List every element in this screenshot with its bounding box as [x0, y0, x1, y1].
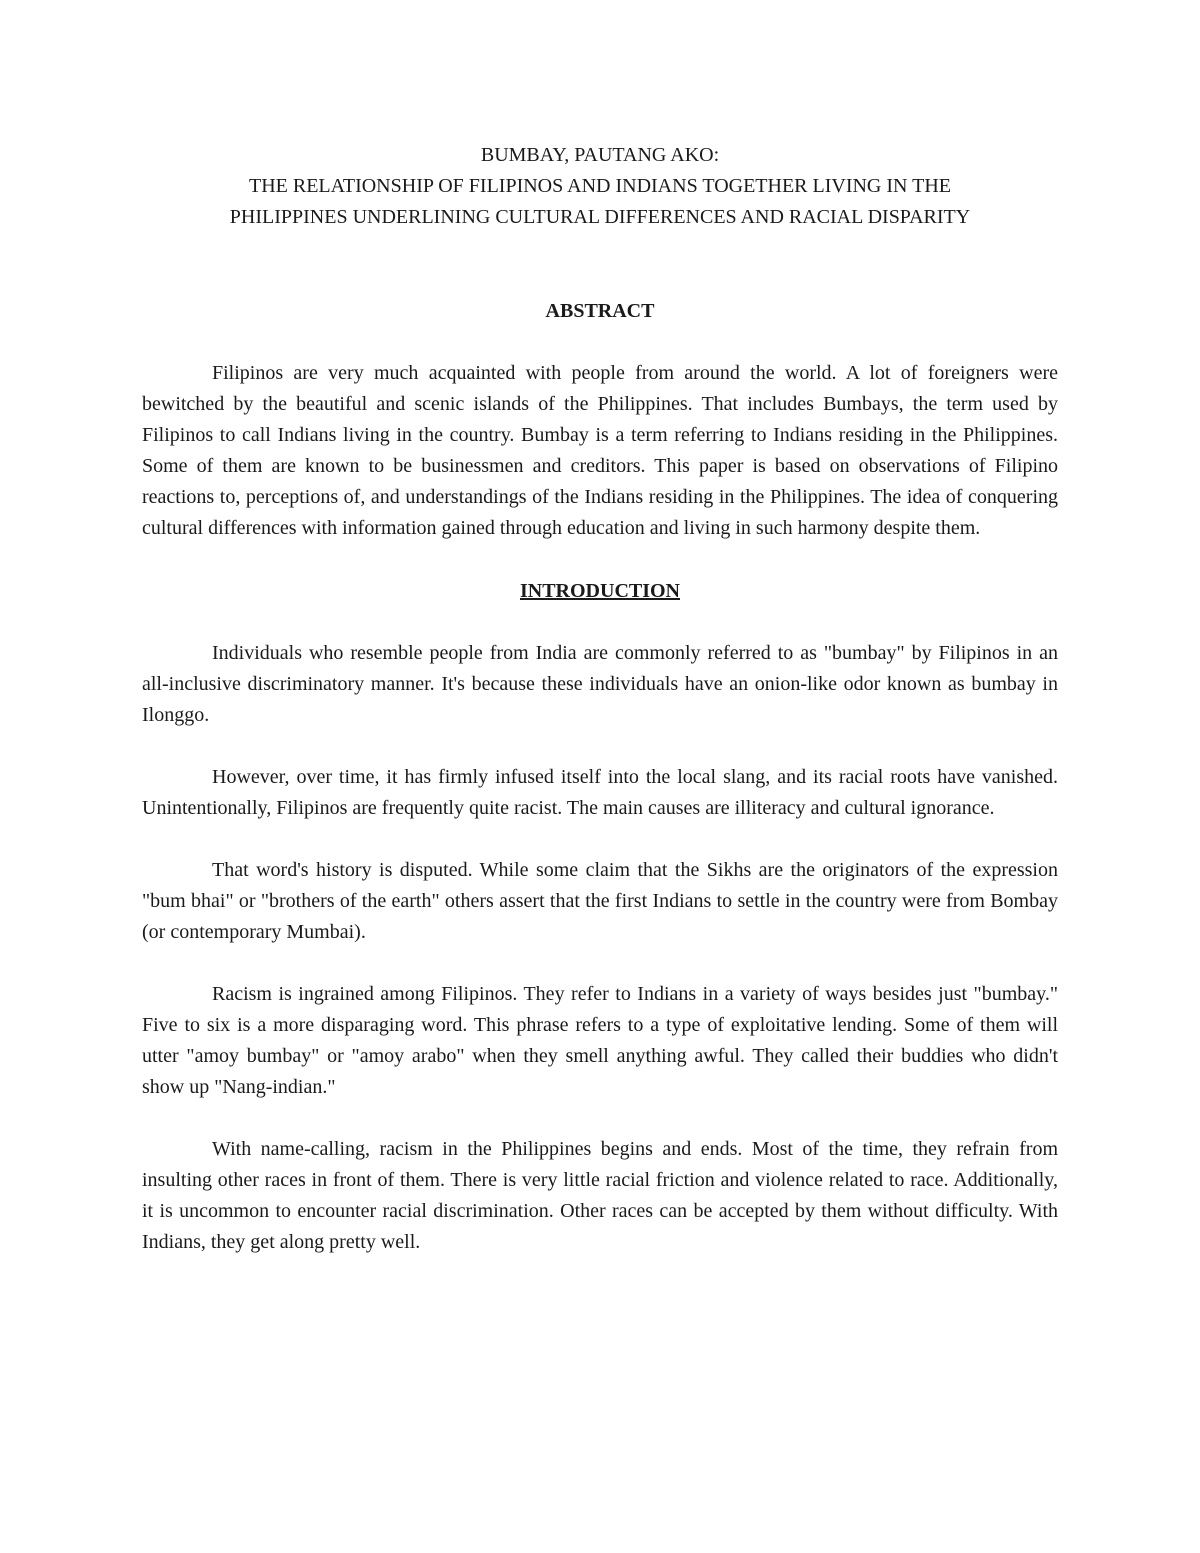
introduction-paragraph-1: Individuals who resemble people from India are commonly referred to as "bumbay" by Filipinos in an all-inclusive discriminatory manner. It's because these individuals have an onion-like odor known as bumbay in Ilonggo.	[142, 642, 1058, 726]
introduction-paragraph-5: With name-calling, racism in the Philippines begins and ends. Most of the time, they refrain from insulting other races in front of them. There is very little racial friction and violence related to race. Additionally, it is uncommon to encounter racial discrimination. Other races can be accepted by them without difficulty. With Indians, they get along pretty well.	[142, 1138, 1058, 1253]
abstract-heading-text: ABSTRACT	[545, 300, 655, 322]
document-page	[142, 140, 1058, 1258]
title-line-2: THE RELATIONSHIP OF FILIPINOS AND INDIANS TOGETHER LIVING IN THE	[248, 175, 951, 197]
document-title	[142, 140, 1058, 233]
introduction-paragraph-4: Racism is ingrained among Filipinos. They refer to Indians in a variety of ways besides just "bumbay." Five to six is a more disparaging word. This phrase refers to a type of exploitative lending. Some of them will utter "amoy bumbay" or "amoy arabo" when they smell anything awful. They called their buddies who didn't show up "Nang-indian."	[142, 983, 1058, 1098]
title-line-1: BUMBAY, PAUTANG AKO:	[480, 144, 720, 166]
introduction-paragraph-2: However, over time, it has firmly infused itself into the local slang, and its racial roots have vanished. Unintentionally, Filipinos are frequently quite racist. The main causes are illiteracy and cultural ignorance.	[142, 766, 1058, 819]
abstract-heading	[142, 296, 1058, 327]
introduction-heading-text: INTRODUCTION	[519, 580, 681, 602]
title-line-3: PHILIPPINES UNDERLINING CULTURAL DIFFERENCES AND RACIAL DISPARITY	[229, 206, 971, 228]
abstract-paragraph: Filipinos are very much acquainted with people from around the world. A lot of foreigners were bewitched by the beautiful and scenic islands of the Philippines. That includes Bumbays, the term used by Filipinos to call Indians living in the country. Bumbay is a term referring to Indians residing in the Philippines. Some of them are known to be businessmen and creditors. This paper is based on observations of Filipino reactions to, perceptions of, and understandings of the Indians residing in the Philippines. The idea of conquering cultural differences with information gained through education and living in such harmony despite them.	[142, 362, 1058, 539]
introduction-heading	[142, 576, 1058, 607]
introduction-paragraph-3: That word's history is disputed. While some claim that the Sikhs are the originators of the expression "bum bhai" or "brothers of the earth" others assert that the first Indians to settle in the country were from Bombay (or contemporary Mumbai).	[142, 859, 1058, 943]
